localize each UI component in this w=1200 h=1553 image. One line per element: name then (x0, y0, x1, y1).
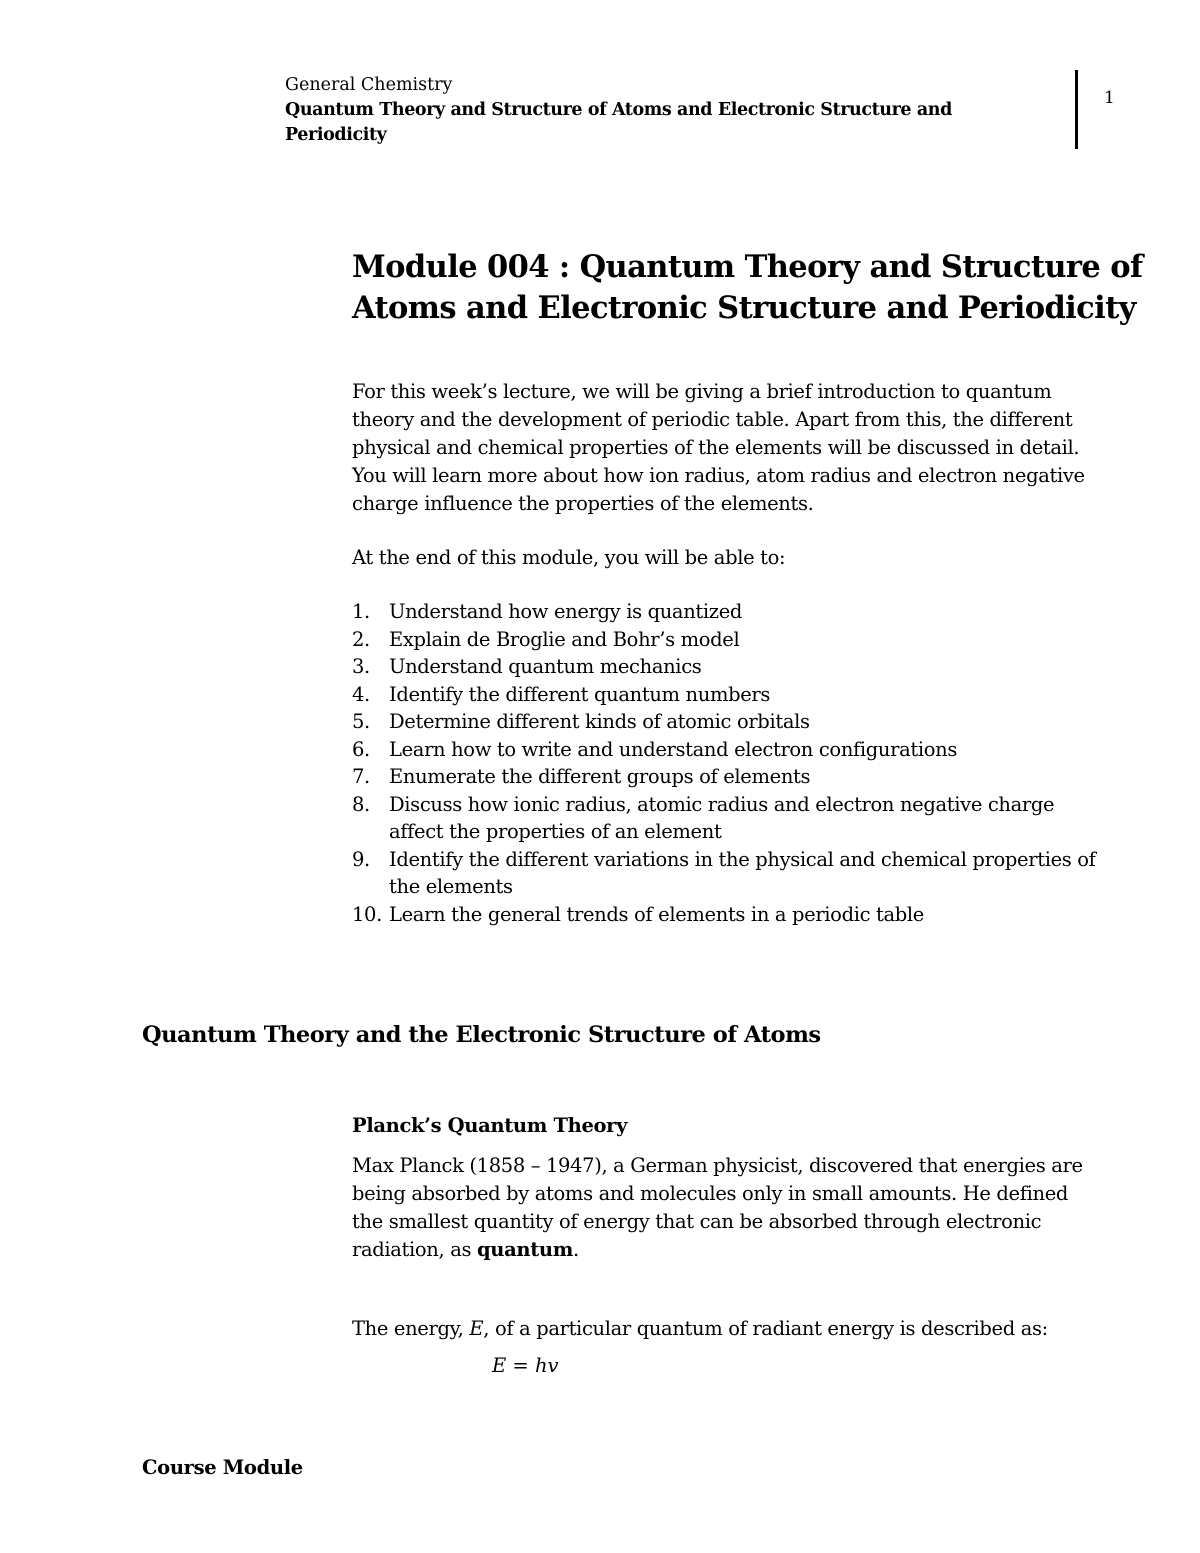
list-text: Identify the different variations in the physical and chemical properties of (389, 847, 1096, 871)
page-footer: Course Module (142, 1456, 303, 1479)
subsection-heading: Planck’s Quantum Theory (352, 1114, 628, 1137)
planck-paragraph (352, 1152, 1152, 1264)
module-title (352, 247, 1152, 329)
intro-line: theory and the development of periodic table. Apart from this, the different (352, 408, 1073, 431)
intro-line: charge influence the properties of the elements. (352, 492, 814, 515)
energy-sentence (352, 1315, 1048, 1343)
planck-line: the smallest quantity of energy that can be absorbed through electronic (352, 1210, 1042, 1233)
list-item (352, 653, 1152, 681)
list-text-continued: affect the properties of an element (389, 820, 722, 843)
list-number: 7. (352, 765, 370, 788)
page-number: 1 (1104, 88, 1115, 108)
list-number: 8. (352, 792, 370, 816)
planck-formula: E = hv (492, 1354, 559, 1377)
list-text: Discuss how ionic radius, atomic radius and electron negative charge (389, 792, 1055, 816)
planck-line: being absorbed by atoms and molecules only in small amounts. He defined (352, 1182, 1069, 1205)
list-item (352, 598, 1152, 626)
list-item (352, 708, 1152, 736)
planck-last-prefix: radiation, as (352, 1238, 477, 1261)
page-header (285, 73, 1045, 148)
list-text: Learn how to write and understand electron configurations (389, 737, 958, 761)
header-course: General Chemistry (285, 75, 453, 95)
list-number: 1. (352, 600, 370, 623)
section-heading: Quantum Theory and the Electronic Structure of Atoms (142, 1022, 821, 1048)
objectives-list (352, 598, 1152, 928)
planck-last-suffix: . (573, 1238, 579, 1261)
module-title-line2: Atoms and Electronic Structure and Periodicity (352, 290, 1136, 326)
header-title-line2: Periodicity (285, 125, 387, 145)
energy-prefix: The energy, (352, 1317, 470, 1340)
intro-paragraph (352, 378, 1142, 518)
planck-line: Max Planck (1858 – 1947), a German physicist, discovered that energies are (352, 1154, 1083, 1177)
list-number: 4. (352, 682, 370, 706)
header-divider (1075, 70, 1078, 149)
list-text: Explain de Broglie and Bohr’s model (389, 627, 740, 651)
intro-line: physical and chemical properties of the elements will be discussed in detail. (352, 436, 1080, 459)
list-number: 10. (352, 902, 382, 926)
list-item (352, 736, 1152, 764)
energy-suffix: , of a particular quantum of radiant energy is described as: (483, 1317, 1048, 1340)
list-number: 2. (352, 627, 370, 651)
module-title-line1: Module 004 : Quantum Theory and Structure of (352, 249, 1143, 285)
list-item (352, 681, 1152, 709)
list-text: Identify the different quantum numbers (389, 682, 771, 706)
header-title-line1: Quantum Theory and Structure of Atoms and Electronic Structure and (285, 100, 952, 120)
list-item (352, 791, 1152, 846)
list-text: Understand quantum mechanics (389, 655, 702, 678)
list-number: 5. (352, 710, 370, 733)
energy-variable: E (469, 1317, 484, 1340)
quantum-term: quantum (477, 1238, 573, 1261)
objectives-lead: At the end of this module, you will be able to: (352, 546, 786, 569)
list-item (352, 846, 1152, 901)
intro-line: You will learn more about how ion radius, atom radius and electron negative (352, 464, 1085, 487)
intro-line: For this week’s lecture, we will be giving a brief introduction to quantum (352, 380, 1052, 403)
list-item (352, 763, 1152, 791)
list-number: 3. (352, 655, 370, 678)
list-text: Enumerate the different groups of elements (389, 765, 811, 788)
list-text: Determine different kinds of atomic orbitals (389, 710, 810, 733)
list-text: Understand how energy is quantized (389, 600, 743, 623)
list-item (352, 901, 1152, 929)
planck-line-last (352, 1236, 1152, 1264)
list-item (352, 626, 1152, 654)
list-number: 6. (352, 737, 370, 761)
list-text-continued: the elements (389, 875, 513, 898)
list-text: Learn the general trends of elements in a periodic table (389, 902, 924, 926)
list-number: 9. (352, 847, 370, 871)
